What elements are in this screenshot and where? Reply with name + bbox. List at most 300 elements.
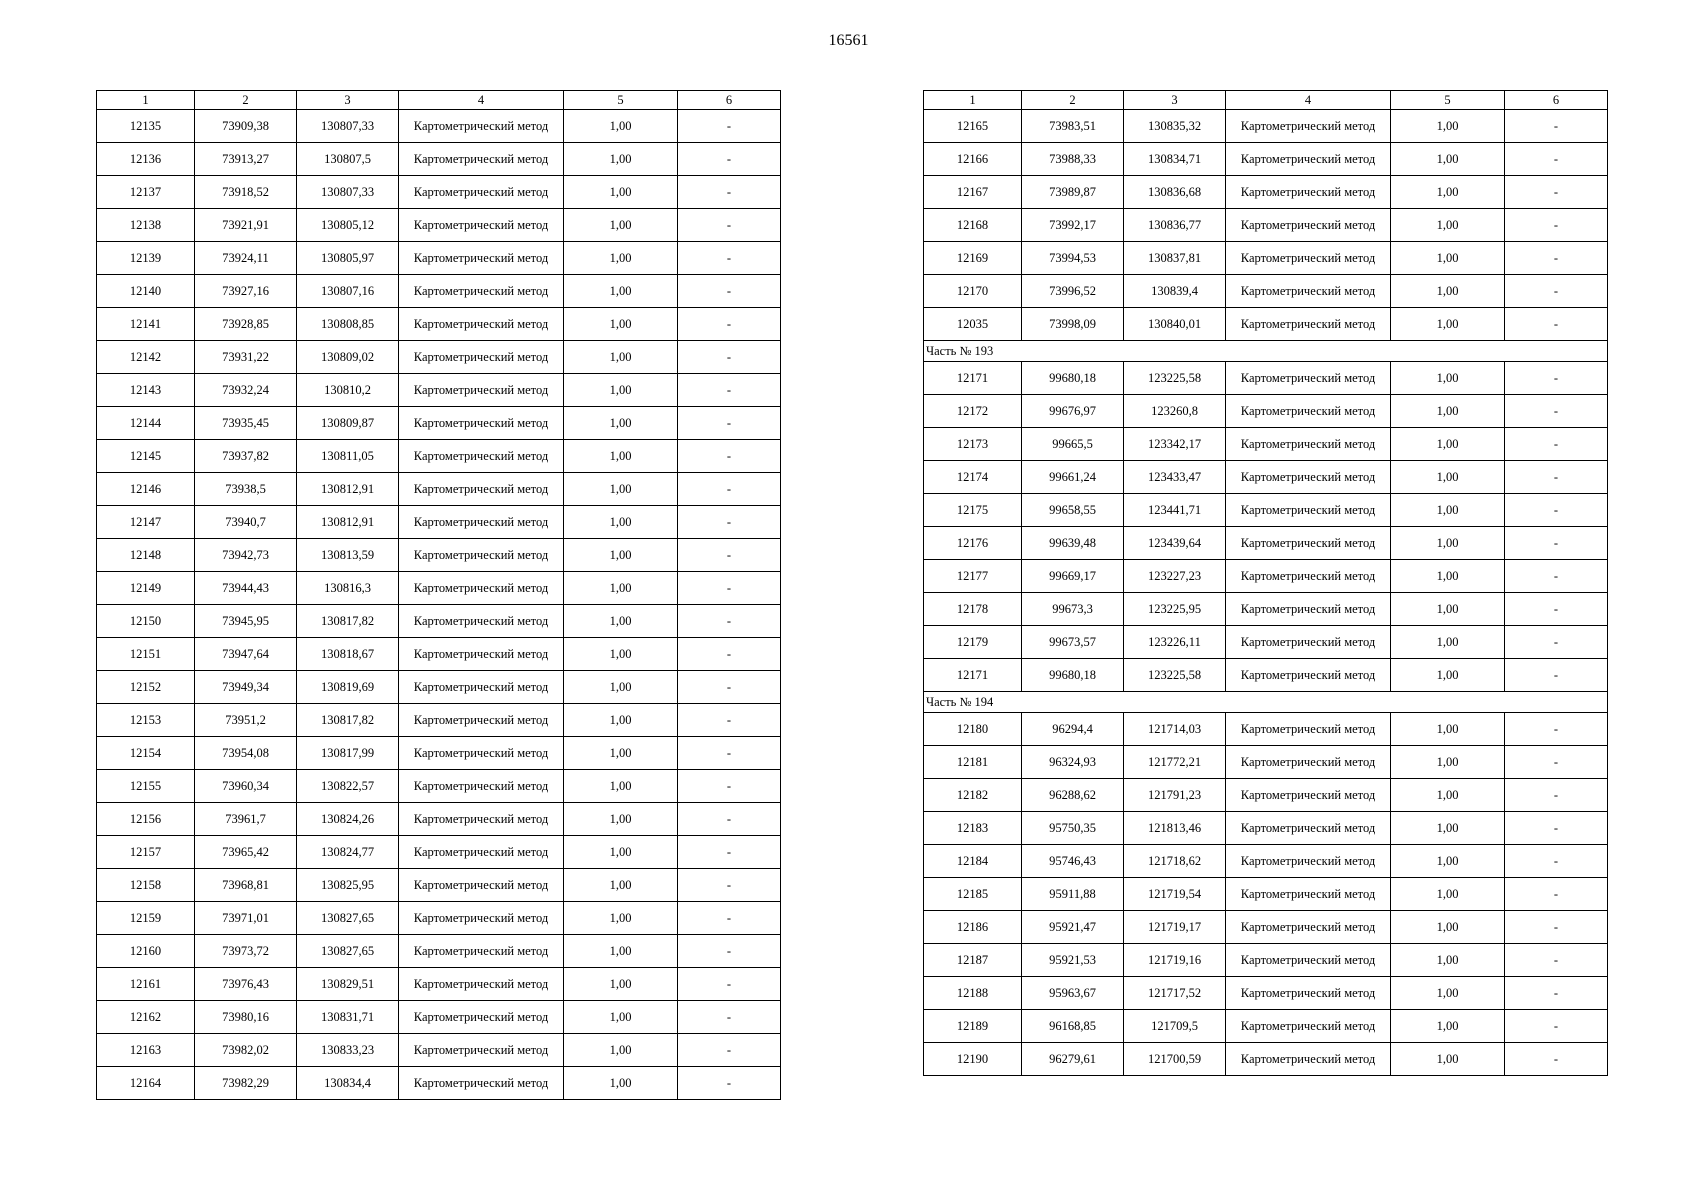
table-cell: 12162 <box>97 1001 195 1034</box>
table-cell: Картометрический метод <box>399 374 564 407</box>
table-cell: 121772,21 <box>1124 746 1226 779</box>
table-cell: 12151 <box>97 638 195 671</box>
table-cell: Картометрический метод <box>1226 878 1391 911</box>
table-cell: 96168,85 <box>1022 1010 1124 1043</box>
table-cell: 123225,95 <box>1124 593 1226 626</box>
table-cell: 12164 <box>97 1067 195 1100</box>
table-row <box>97 572 781 605</box>
section-label: Часть № 194 <box>924 692 1608 713</box>
column-header: 3 <box>297 91 399 110</box>
table-cell: Картометрический метод <box>399 539 564 572</box>
table-cell: Картометрический метод <box>399 737 564 770</box>
table-cell: 130817,82 <box>297 704 399 737</box>
table-cell: 96294,4 <box>1022 713 1124 746</box>
table-cell: 12155 <box>97 770 195 803</box>
table-cell: - <box>1505 275 1608 308</box>
table-row <box>924 593 1608 626</box>
table-cell: - <box>1505 626 1608 659</box>
table-cell: Картометрический метод <box>399 143 564 176</box>
table-cell: 95963,67 <box>1022 977 1124 1010</box>
table-cell: Картометрический метод <box>399 869 564 902</box>
table-cell: 123433,47 <box>1124 461 1226 494</box>
table-cell: 12153 <box>97 704 195 737</box>
table-row <box>924 308 1608 341</box>
table-row <box>924 779 1608 812</box>
table-row <box>97 869 781 902</box>
table-cell: - <box>678 473 781 506</box>
table-cell: 73971,01 <box>195 902 297 935</box>
table-cell: 73989,87 <box>1022 176 1124 209</box>
table-cell: 73951,2 <box>195 704 297 737</box>
table-cell: Картометрический метод <box>1226 779 1391 812</box>
table-cell: - <box>1505 527 1608 560</box>
table-cell: Картометрический метод <box>399 1034 564 1067</box>
table-cell: 130812,91 <box>297 473 399 506</box>
table-cell: 12188 <box>924 977 1022 1010</box>
table-cell: 1,00 <box>1391 275 1505 308</box>
table-row <box>97 242 781 275</box>
table-cell: 123342,17 <box>1124 428 1226 461</box>
table-cell: 130836,68 <box>1124 176 1226 209</box>
table-row <box>924 845 1608 878</box>
table-cell: 1,00 <box>564 671 678 704</box>
table-cell: 12186 <box>924 911 1022 944</box>
table-cell: 73968,81 <box>195 869 297 902</box>
table-cell: Картометрический метод <box>1226 209 1391 242</box>
table-cell: Картометрический метод <box>1226 659 1391 692</box>
table-row <box>924 275 1608 308</box>
table-row <box>97 110 781 143</box>
table-cell: 12154 <box>97 737 195 770</box>
table-cell: - <box>678 1034 781 1067</box>
table-cell: 12189 <box>924 1010 1022 1043</box>
table-cell: 123225,58 <box>1124 659 1226 692</box>
table-cell: 73947,64 <box>195 638 297 671</box>
table-cell: - <box>678 638 781 671</box>
table-cell: 99665,5 <box>1022 428 1124 461</box>
table-row <box>924 878 1608 911</box>
table-cell: 1,00 <box>1391 494 1505 527</box>
table-cell: 130834,71 <box>1124 143 1226 176</box>
table-cell: - <box>1505 593 1608 626</box>
table-row <box>924 209 1608 242</box>
table-row <box>924 494 1608 527</box>
table-cell: 121717,52 <box>1124 977 1226 1010</box>
table-row <box>924 659 1608 692</box>
table-cell: - <box>678 572 781 605</box>
table-cell: Картометрический метод <box>399 704 564 737</box>
table-cell: 130809,87 <box>297 407 399 440</box>
table-cell: - <box>678 440 781 473</box>
table-cell: 130839,4 <box>1124 275 1226 308</box>
table-cell: 123441,71 <box>1124 494 1226 527</box>
table-cell: - <box>678 902 781 935</box>
table-row <box>924 362 1608 395</box>
table-cell: 73942,73 <box>195 539 297 572</box>
table-cell: 12141 <box>97 308 195 341</box>
table-cell: - <box>678 110 781 143</box>
table-cell: 12152 <box>97 671 195 704</box>
table-cell: 1,00 <box>564 902 678 935</box>
table-cell: 1,00 <box>1391 911 1505 944</box>
table-cell: 123439,64 <box>1124 527 1226 560</box>
column-header: 1 <box>924 91 1022 110</box>
table-cell: 130822,57 <box>297 770 399 803</box>
table-row <box>97 341 781 374</box>
table-cell: 12190 <box>924 1043 1022 1076</box>
table-cell: 1,00 <box>1391 845 1505 878</box>
column-header: 4 <box>399 91 564 110</box>
table-cell: 1,00 <box>564 572 678 605</box>
table-cell: Картометрический метод <box>1226 176 1391 209</box>
table-cell: 130818,67 <box>297 638 399 671</box>
table-cell: Картометрический метод <box>399 506 564 539</box>
table-cell: 73983,51 <box>1022 110 1124 143</box>
table-cell: 130807,33 <box>297 110 399 143</box>
table-cell: Картометрический метод <box>1226 308 1391 341</box>
table-cell: 99676,97 <box>1022 395 1124 428</box>
table-cell: 73982,29 <box>195 1067 297 1100</box>
table-cell: 121714,03 <box>1124 713 1226 746</box>
table-cell: 1,00 <box>564 308 678 341</box>
table-row <box>97 935 781 968</box>
table-cell: 130817,82 <box>297 605 399 638</box>
table-cell: 121791,23 <box>1124 779 1226 812</box>
table-cell: Картометрический метод <box>399 308 564 341</box>
table-cell: 12158 <box>97 869 195 902</box>
table-cell: 130819,69 <box>297 671 399 704</box>
table-cell: 12170 <box>924 275 1022 308</box>
table-cell: 12148 <box>97 539 195 572</box>
table-cell: 12173 <box>924 428 1022 461</box>
table-cell: 12157 <box>97 836 195 869</box>
table-cell: 95750,35 <box>1022 812 1124 845</box>
table-cell: Картометрический метод <box>399 836 564 869</box>
table-row <box>97 209 781 242</box>
table-row <box>924 560 1608 593</box>
table-cell: 1,00 <box>1391 461 1505 494</box>
table-cell: Картометрический метод <box>399 440 564 473</box>
table-cell: 130817,99 <box>297 737 399 770</box>
table-cell: 99658,55 <box>1022 494 1124 527</box>
table-row <box>97 1001 781 1034</box>
table-cell: 1,00 <box>564 1067 678 1100</box>
table-cell: Картометрический метод <box>399 638 564 671</box>
table-cell: - <box>678 1067 781 1100</box>
table-row <box>924 527 1608 560</box>
table-cell: - <box>1505 1010 1608 1043</box>
table-cell: 99673,57 <box>1022 626 1124 659</box>
table-row <box>924 713 1608 746</box>
table-cell: 1,00 <box>564 407 678 440</box>
section-row <box>924 692 1608 713</box>
table-row <box>97 308 781 341</box>
column-header: 6 <box>1505 91 1608 110</box>
table-cell: Картометрический метод <box>1226 560 1391 593</box>
table-cell: 73992,17 <box>1022 209 1124 242</box>
column-header: 3 <box>1124 91 1226 110</box>
table-cell: Картометрический метод <box>1226 845 1391 878</box>
table-cell: Картометрический метод <box>1226 944 1391 977</box>
table-cell: 1,00 <box>1391 593 1505 626</box>
table-cell: 12172 <box>924 395 1022 428</box>
table-cell: 130833,23 <box>297 1034 399 1067</box>
table-cell: 12174 <box>924 461 1022 494</box>
table-cell: 12144 <box>97 407 195 440</box>
table-cell: 12168 <box>924 209 1022 242</box>
table-cell: 73980,16 <box>195 1001 297 1034</box>
table-row <box>924 176 1608 209</box>
table-cell: 1,00 <box>564 968 678 1001</box>
table-cell: 99680,18 <box>1022 659 1124 692</box>
table-cell: Картометрический метод <box>1226 977 1391 1010</box>
table-cell: 73994,53 <box>1022 242 1124 275</box>
table-cell: 121719,54 <box>1124 878 1226 911</box>
table-cell: 73949,34 <box>195 671 297 704</box>
table-cell: 12183 <box>924 812 1022 845</box>
table-row <box>97 704 781 737</box>
table-cell: 12185 <box>924 878 1022 911</box>
table-cell: Картометрический метод <box>1226 362 1391 395</box>
table-cell: 130835,32 <box>1124 110 1226 143</box>
table-cell: 12140 <box>97 275 195 308</box>
table-row <box>97 803 781 836</box>
table-row <box>97 473 781 506</box>
table-row <box>97 968 781 1001</box>
table-cell: 73940,7 <box>195 506 297 539</box>
table-header-row <box>97 91 781 110</box>
table-cell: 130827,65 <box>297 902 399 935</box>
table-cell: - <box>678 968 781 1001</box>
table-cell: 12145 <box>97 440 195 473</box>
table-cell: 130807,33 <box>297 176 399 209</box>
table-cell: Картометрический метод <box>399 341 564 374</box>
table-cell: 12143 <box>97 374 195 407</box>
table-cell: Картометрический метод <box>399 671 564 704</box>
table-cell: 1,00 <box>1391 242 1505 275</box>
table-cell: Картометрический метод <box>399 110 564 143</box>
table-cell: 96324,93 <box>1022 746 1124 779</box>
table-cell: 123227,23 <box>1124 560 1226 593</box>
table-cell: Картометрический метод <box>1226 713 1391 746</box>
table-cell: 1,00 <box>564 638 678 671</box>
column-header: 2 <box>1022 91 1124 110</box>
table-cell: 1,00 <box>1391 1043 1505 1076</box>
table-cell: 130824,26 <box>297 803 399 836</box>
table-row <box>97 836 781 869</box>
table-cell: - <box>1505 845 1608 878</box>
table-cell: 73931,22 <box>195 341 297 374</box>
table-cell: - <box>1505 812 1608 845</box>
table-row <box>924 812 1608 845</box>
table-row <box>924 1043 1608 1076</box>
table-row <box>924 242 1608 275</box>
column-header: 1 <box>97 91 195 110</box>
table-cell: 73932,24 <box>195 374 297 407</box>
table-cell: 99661,24 <box>1022 461 1124 494</box>
table-cell: Картометрический метод <box>1226 626 1391 659</box>
table-cell: 130808,85 <box>297 308 399 341</box>
table-cell: 121719,17 <box>1124 911 1226 944</box>
table-cell: - <box>1505 911 1608 944</box>
table-cell: 12181 <box>924 746 1022 779</box>
table-cell: 12156 <box>97 803 195 836</box>
table-cell: 73921,91 <box>195 209 297 242</box>
table-cell: - <box>1505 461 1608 494</box>
table-cell: Картометрический метод <box>1226 494 1391 527</box>
table-cell: 1,00 <box>564 506 678 539</box>
table-cell: - <box>1505 944 1608 977</box>
table-cell: Картометрический метод <box>399 803 564 836</box>
table-cell: 99673,3 <box>1022 593 1124 626</box>
table-row <box>924 977 1608 1010</box>
table-cell: - <box>1505 878 1608 911</box>
table-cell: 12163 <box>97 1034 195 1067</box>
table-cell: 12161 <box>97 968 195 1001</box>
table-cell: Картометрический метод <box>1226 143 1391 176</box>
table-row <box>924 1010 1608 1043</box>
table-cell: - <box>678 275 781 308</box>
table-cell: Картометрический метод <box>399 407 564 440</box>
column-header: 4 <box>1226 91 1391 110</box>
table-cell: 95921,47 <box>1022 911 1124 944</box>
table-cell: - <box>1505 242 1608 275</box>
table-cell: 1,00 <box>564 1001 678 1034</box>
table-cell: 1,00 <box>1391 395 1505 428</box>
table-cell: Картометрический метод <box>399 242 564 275</box>
table-cell: 1,00 <box>1391 878 1505 911</box>
table-cell: 1,00 <box>1391 209 1505 242</box>
table-cell: 12160 <box>97 935 195 968</box>
table-cell: - <box>678 176 781 209</box>
table-cell: 12171 <box>924 659 1022 692</box>
table-cell: 1,00 <box>564 242 678 275</box>
table-cell: 130836,77 <box>1124 209 1226 242</box>
table-cell: 1,00 <box>1391 308 1505 341</box>
table-cell: - <box>1505 395 1608 428</box>
table-cell: 73961,7 <box>195 803 297 836</box>
table-cell: 1,00 <box>1391 812 1505 845</box>
table-cell: 1,00 <box>564 737 678 770</box>
table-cell: 95911,88 <box>1022 878 1124 911</box>
table-cell: 1,00 <box>1391 143 1505 176</box>
table-cell: 12139 <box>97 242 195 275</box>
table-cell: 12177 <box>924 560 1022 593</box>
table-cell: 1,00 <box>1391 176 1505 209</box>
table-cell: Картометрический метод <box>1226 428 1391 461</box>
table-cell: 99680,18 <box>1022 362 1124 395</box>
table-cell: 12167 <box>924 176 1022 209</box>
table-cell: 121709,5 <box>1124 1010 1226 1043</box>
table-cell: - <box>678 143 781 176</box>
table-cell: 130840,01 <box>1124 308 1226 341</box>
table-row <box>924 395 1608 428</box>
table-cell: 1,00 <box>1391 746 1505 779</box>
table-cell: - <box>1505 494 1608 527</box>
table-cell: 12187 <box>924 944 1022 977</box>
table-cell: 73928,85 <box>195 308 297 341</box>
table-cell: 1,00 <box>1391 659 1505 692</box>
table-cell: - <box>1505 428 1608 461</box>
table-cell: 130829,51 <box>297 968 399 1001</box>
table-cell: 12138 <box>97 209 195 242</box>
table-cell: 12165 <box>924 110 1022 143</box>
table-cell: 12135 <box>97 110 195 143</box>
table-cell: - <box>678 737 781 770</box>
table-row <box>97 638 781 671</box>
table-cell: 130831,71 <box>297 1001 399 1034</box>
table-cell: 130807,5 <box>297 143 399 176</box>
table-cell: - <box>1505 746 1608 779</box>
table-cell: 1,00 <box>1391 713 1505 746</box>
table-cell: 121700,59 <box>1124 1043 1226 1076</box>
table-cell: 73924,11 <box>195 242 297 275</box>
table-row <box>97 407 781 440</box>
table-row <box>924 143 1608 176</box>
table-row <box>97 176 781 209</box>
table-cell: 99639,48 <box>1022 527 1124 560</box>
table-cell: - <box>1505 1043 1608 1076</box>
table-cell: - <box>1505 362 1608 395</box>
table-cell: 121719,16 <box>1124 944 1226 977</box>
table-cell: Картометрический метод <box>399 209 564 242</box>
table-cell: 12137 <box>97 176 195 209</box>
table-cell: - <box>678 605 781 638</box>
table-cell: 130807,16 <box>297 275 399 308</box>
table-cell: - <box>678 836 781 869</box>
table-cell: 73954,08 <box>195 737 297 770</box>
table-cell: 1,00 <box>564 209 678 242</box>
table-cell: Картометрический метод <box>1226 1043 1391 1076</box>
table-cell: 73909,38 <box>195 110 297 143</box>
table-cell: Картометрический метод <box>399 275 564 308</box>
table-cell: 130811,05 <box>297 440 399 473</box>
table-cell: - <box>1505 176 1608 209</box>
table-cell: 1,00 <box>1391 626 1505 659</box>
table-cell: 12175 <box>924 494 1022 527</box>
table-cell: 12176 <box>924 527 1022 560</box>
table-row <box>97 506 781 539</box>
table-cell: Картометрический метод <box>399 473 564 506</box>
table-cell: 95921,53 <box>1022 944 1124 977</box>
table-cell: 12035 <box>924 308 1022 341</box>
table-row <box>924 110 1608 143</box>
table-cell: Картометрический метод <box>1226 911 1391 944</box>
table-cell: 1,00 <box>564 539 678 572</box>
table-cell: Картометрический метод <box>1226 593 1391 626</box>
table-cell: 123260,8 <box>1124 395 1226 428</box>
table-cell: Картометрический метод <box>1226 110 1391 143</box>
table-cell: - <box>678 803 781 836</box>
table-cell: 12136 <box>97 143 195 176</box>
table-cell: Картометрический метод <box>399 935 564 968</box>
table-cell: 1,00 <box>564 704 678 737</box>
table-row <box>924 746 1608 779</box>
table-cell: Картометрический метод <box>399 605 564 638</box>
table-cell: 73937,82 <box>195 440 297 473</box>
table-row <box>97 440 781 473</box>
table-cell: 73913,27 <box>195 143 297 176</box>
table-cell: 12142 <box>97 341 195 374</box>
table-cell: 12182 <box>924 779 1022 812</box>
table-cell: - <box>1505 659 1608 692</box>
table-cell: 130827,65 <box>297 935 399 968</box>
table-cell: 73960,34 <box>195 770 297 803</box>
table-cell: 73965,42 <box>195 836 297 869</box>
table-row <box>97 737 781 770</box>
table-row <box>924 944 1608 977</box>
table-cell: - <box>1505 779 1608 812</box>
